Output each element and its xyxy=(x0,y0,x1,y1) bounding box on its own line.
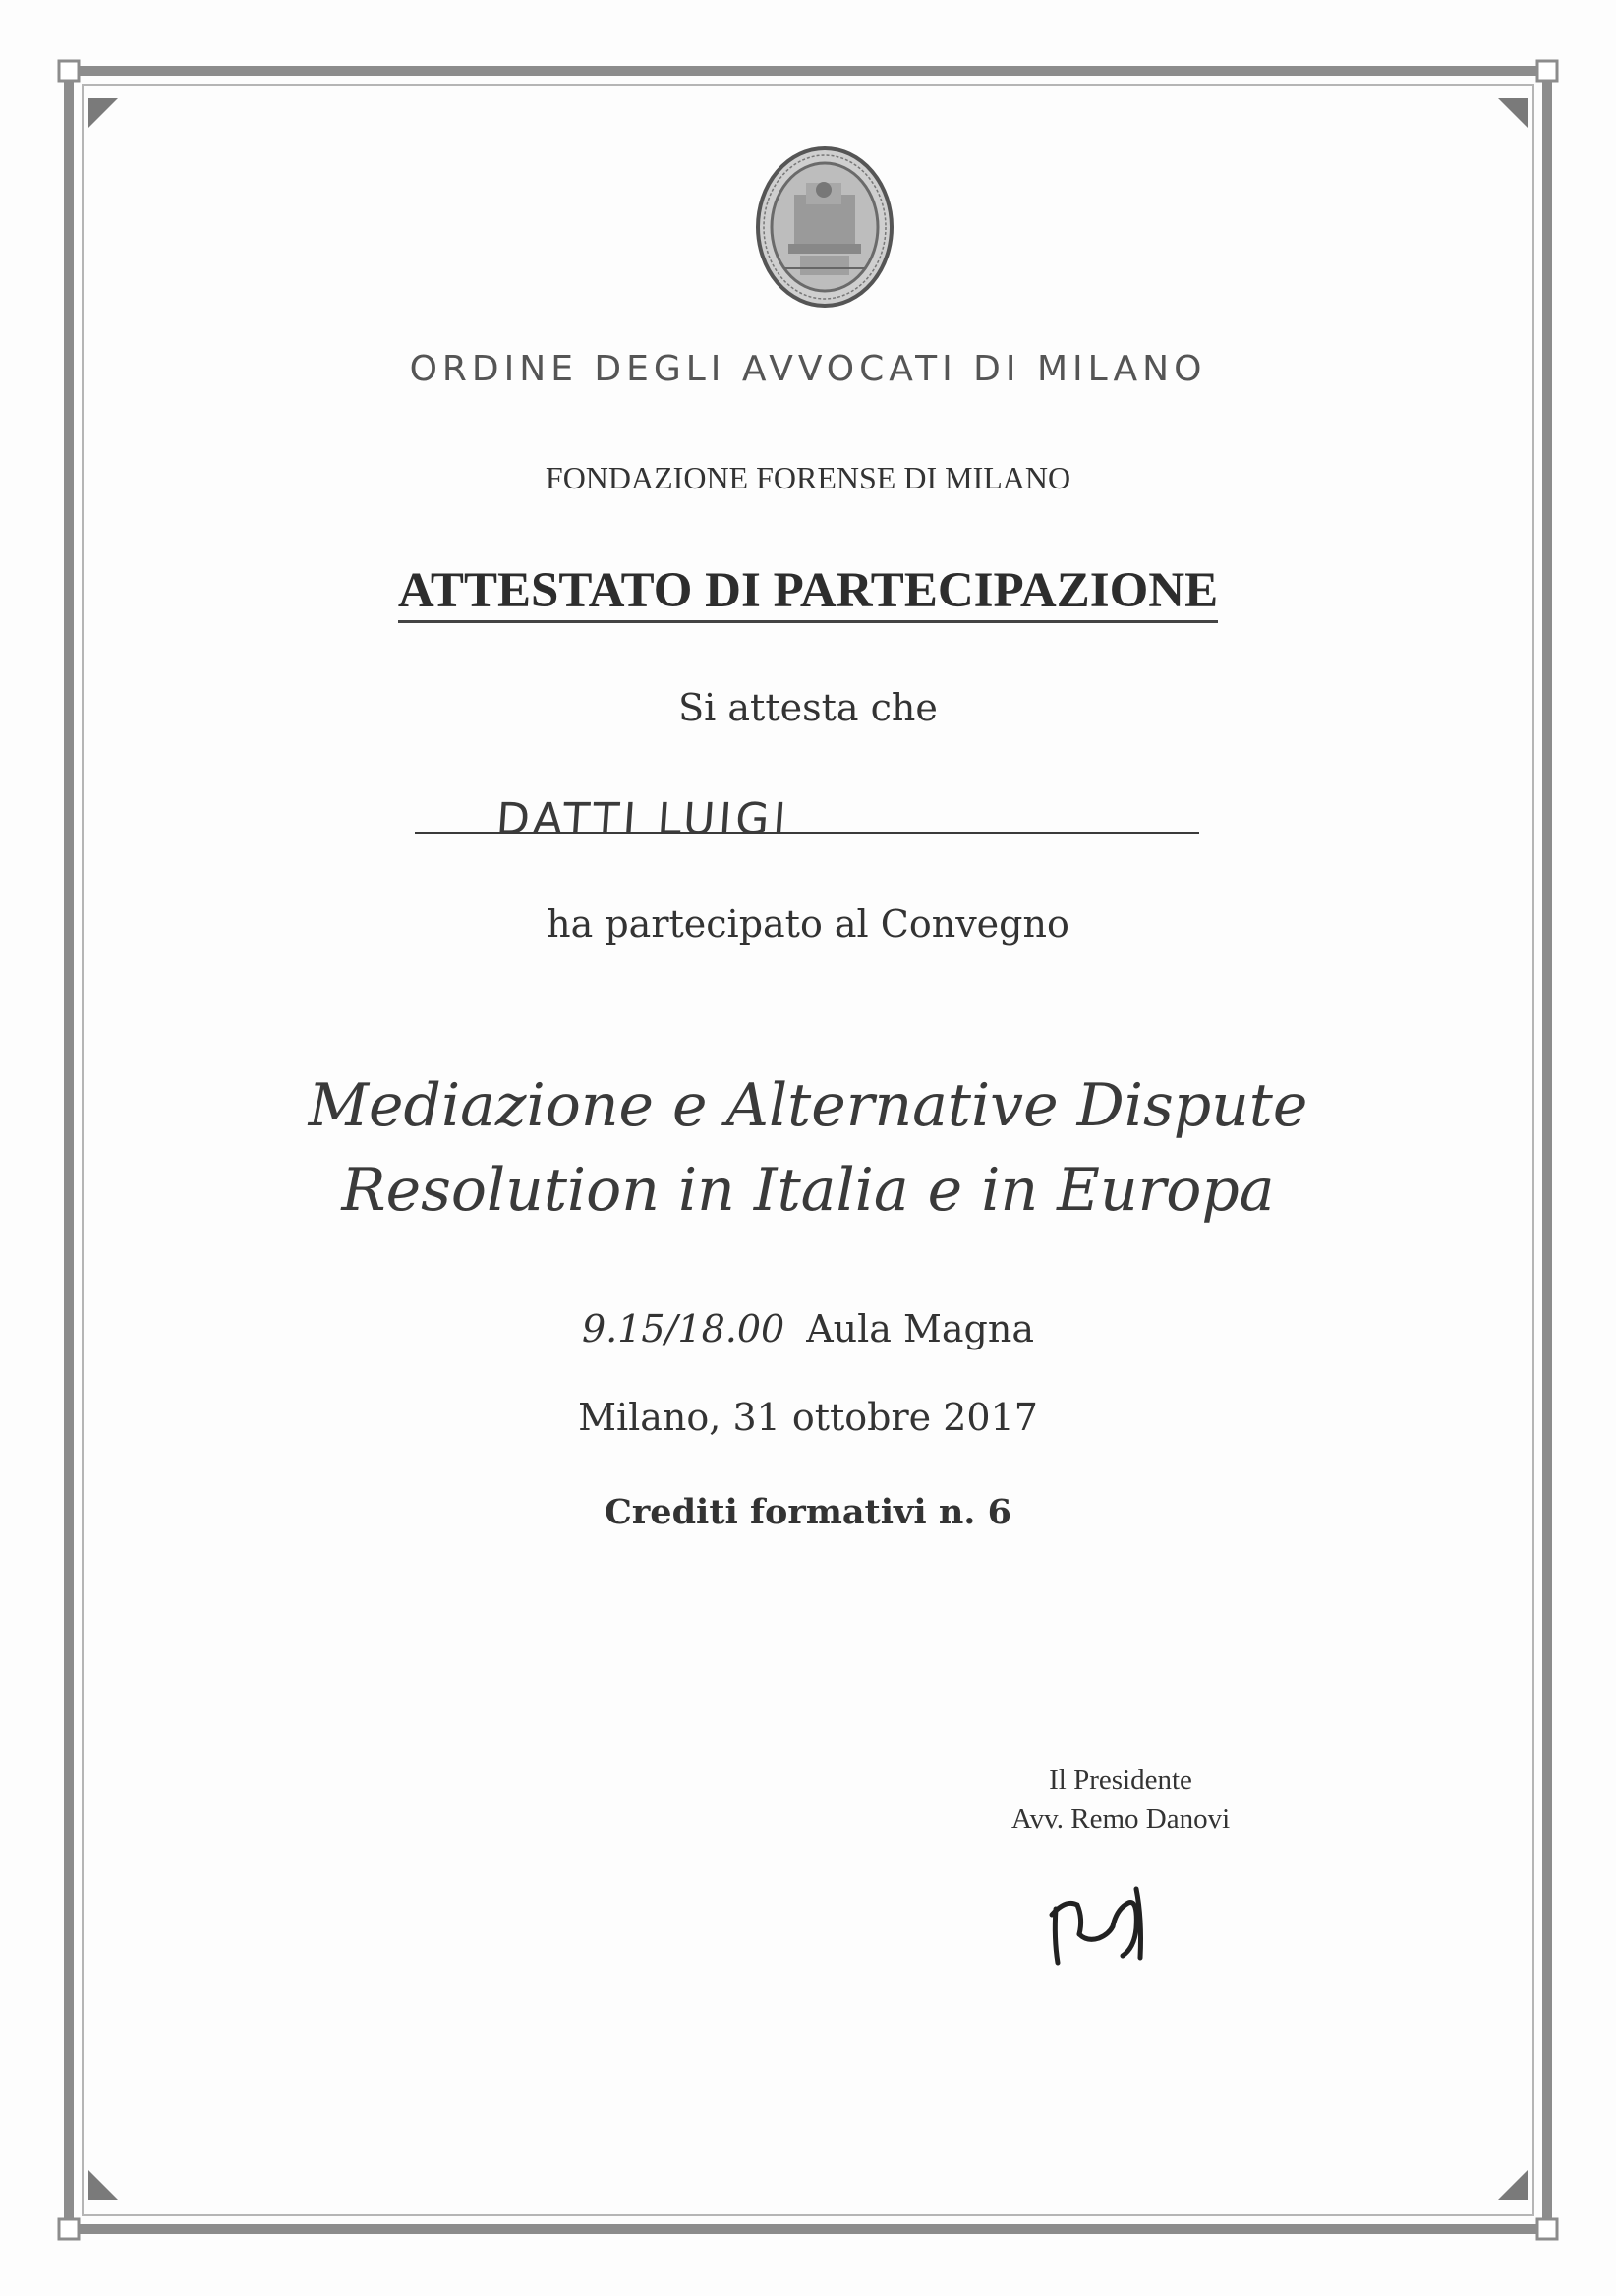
conference-title-line2: Resolution in Italia e in Europa xyxy=(341,1156,1275,1225)
attests-text: Si attesta che xyxy=(678,686,938,729)
corner-ornament-top-left xyxy=(88,98,118,128)
corner-ornament-bottom-left xyxy=(88,2170,118,2200)
certificate-title-text: ATTESTATO DI PARTECIPAZIONE xyxy=(398,563,1218,623)
participated-text: ha partecipato al Convegno xyxy=(547,902,1069,946)
conference-venue: Aula Magna xyxy=(806,1307,1035,1350)
training-credits: Crediti formativi n. 6 xyxy=(605,1492,1011,1532)
corner-ornament-bottom-right xyxy=(1498,2170,1528,2200)
name-line xyxy=(415,832,1199,834)
conference-title xyxy=(0,1063,1616,1233)
handwritten-signature xyxy=(1044,1869,1172,1968)
participant-name: DATTI LUIGI xyxy=(494,794,792,844)
corner-ornament-top-right xyxy=(1498,98,1528,128)
signatory-role: Il Presidente xyxy=(1049,1764,1192,1796)
conference-time: 9.15/18.00 xyxy=(581,1307,785,1350)
schedule xyxy=(0,1307,1616,1350)
conference-title-line1: Mediazione e Alternative Dispute xyxy=(308,1071,1308,1140)
order-seal-icon xyxy=(755,145,895,309)
place-date: Milano, 31 ottobre 2017 xyxy=(578,1396,1038,1439)
organization-name: ORDINE DEGLI AVVOCATI DI MILANO xyxy=(409,349,1207,389)
certificate-title xyxy=(0,562,1616,619)
signatory-name: Avv. Remo Danovi xyxy=(1010,1804,1231,1835)
foundation-name: FONDAZIONE FORENSE DI MILANO xyxy=(545,460,1071,495)
